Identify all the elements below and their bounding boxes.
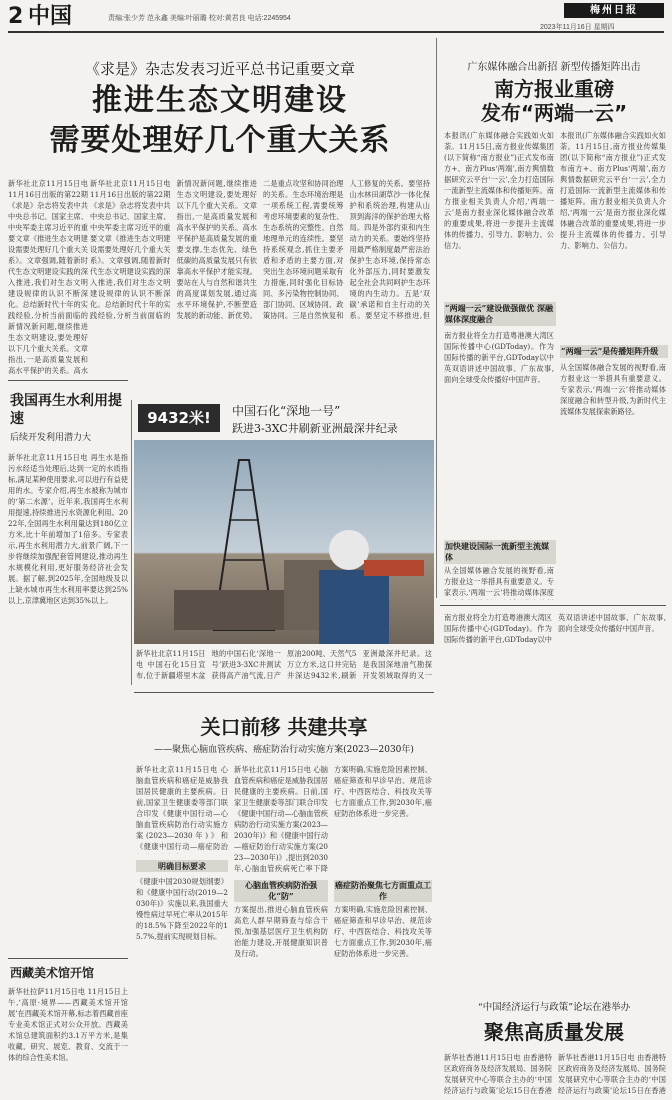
health-body-cont: 新华社北京11月15日电 心脑血管疾病和癌症是威胁我国居民健康的主要疾病。日前,国家卫生健康委等部门联合印发《健康中国行动—心脑血管疾病防治行动实施方案(2023—2030年)》和《健康中国行动—癌症防治行动实施方案(2023—2030年)》,提出到2030年,心脑血管疾病死亡率下降	[234, 765, 328, 873]
guangdong-tail-text: 南方报业将全力打造粤港澳大湾区国际传播中心(GDToday)。作为国际传播的新平台,GDToday以中英双语讲述中国故事、广东故事,面向全球受众传播好中国声音。	[444, 613, 666, 644]
health-subhead-1: 明确目标要求	[136, 860, 228, 872]
guangdong-subhead-3: “两端一云”是传播矩阵升级	[560, 345, 668, 358]
health-subhead-2: 心脑血管疾病防治强化“防”	[234, 880, 328, 902]
health-subtitle: ——聚焦心脑血管疾病、癌症防治行动实施方案(2023—2030年)	[154, 745, 414, 755]
health-body3: 方案提出,推进心脑血管疾病高危人群早期筛查与综合干预,加强基层医疗卫生机构防治能力建设,开展健康知识普及行动。	[234, 905, 328, 958]
guangdong-kicker: 广东媒体融合出新招 新型传播矩阵出击	[467, 62, 641, 73]
lead-headline-1: 推进生态文明建设	[92, 83, 348, 118]
photo-badge: 9432米!	[138, 404, 220, 432]
forum-divider	[440, 605, 666, 606]
forum-body-col2	[558, 1052, 666, 1096]
health-col2	[234, 764, 328, 874]
lead-body-col1	[8, 178, 88, 374]
guangdong-body-col1	[444, 130, 554, 300]
guangdong-body3-col1	[444, 565, 554, 600]
header-rule	[8, 31, 664, 33]
guangdong-body2-col1	[444, 330, 554, 530]
health-col2b	[234, 904, 328, 1091]
guangdong-body2-col2	[560, 362, 666, 572]
health-headline: 关口前移 共建共享	[200, 715, 368, 739]
editors-line: 责编:张少芳 范永鑫 美编:叶丽璐 校对:黄君良 电话:2245954	[108, 15, 291, 22]
health-col3	[334, 764, 432, 874]
photo-caption-text: 新华社北京11月15日电 中国石化15日宣布,位于新疆塔里木盆地的中国石化‘深地一号’跃进3-3XC井测试获得高产油气流,日产原油200吨、天然气5万立方米,这口井完钻井深达9432米,刷新亚洲最深井纪录。这是我国深地油气勘探开发领域取得的又一	[136, 649, 432, 680]
guangdong-subhead-1: “两端一云”建设做强做优 深融媒体深度融合	[444, 302, 556, 326]
guangdong-body-cont: 本报讯(广东媒体融合实践如火如荼。11月15日,南方报业传媒集团(以下简称“南方报业”)正式发布南方+、南方Plus‘两端’,南方舆情数据研究云平台‘一云’,全力打造国际一流新型主流媒体和传播矩阵。南方报业相关负责人介绍,‘两端一云’是南方报业深化媒体融合改革的重要成果,将进一步提升主流媒体的传播力、引导力、影响力、公信力。	[560, 131, 666, 250]
health-body2: 《健康中国2030规划纲要》和《健康中国行动(2019—2030年)》实施以来,我国重大慢性病过早死亡率从2015年的18.5%下降至2022年的15.7%,提前实现规划目标。	[136, 877, 228, 941]
guangdong-body2: 南方报业将全力打造粤港澳大湾区国际传播中心(GDToday)。作为国际传播的新平台,GDToday以中英双语讲述中国故事、广东故事,面向全球受众传播好中国声音。	[444, 331, 554, 384]
health-col1b	[136, 876, 228, 1091]
lead-body-col2	[90, 178, 430, 328]
masthead-logo: 梅州日报	[564, 3, 664, 18]
forum-headline: 聚焦高质量发展	[484, 1020, 624, 1044]
guangdong-subhead-2: 加快建设国际一流新型主流媒体	[444, 540, 556, 564]
guangdong-headline-1: 南方报业重磅	[494, 77, 614, 101]
publication-date: 2023年11月16日 星期四	[540, 24, 615, 31]
side-headline: 我国再生水利用提速	[10, 393, 122, 427]
forum-kicker: “中国经济运行与政策”论坛在港举办	[477, 1002, 631, 1013]
health-body4-top: 方案明确,实施危险因素控制、癌症筛查和早诊早治、规范诊疗、中西医结合、科技攻关等七方面重点工作,到2030年,癌症防治体系进一步完善。	[334, 765, 432, 818]
lead-body-cont: 新华社北京11月15日电 11月16日出版的第22期《求是》杂志将发表中共中央总书记、国家主席、中央军委主席习近平的重要文章《推进生态文明建设需要处理好几个重大关系》。文章强调,随着新时代生态文明建设实践的深入推进,我们对生态文明建设规律的认识不断深化。总结新时代十年的实践经验,分析当前面临的新情况新问题,继续推进生态文明建设,要处理好以下几个重大关系。文章指出,一是高质量发展和高水平保护的关系。高水平保护是高质量发展的重要支撑,生态优先、绿色低碳的高质量发展只有依靠高水平保护才能实现。要站在人与自然和谐共生的高度谋划发展,通过高水平环境保护,不断塑造发展的新动能、新优势。二是重点攻坚和协同治理的关系。生态环境治理是一项系统工程,需要统筹考虑环境要素的复杂性、生态系统的完整性、自然地理单元的连续性。要坚持系统观念,抓住主要矛盾和矛盾的主要方面,对突出生态环境问题采取有力措施,同时强化目标协同、多污染物控制协同、部门协同、区域协同、政策协同。三是自然恢复和人工修复的关系。要坚持山水林田湖草沙一体化保护和系统治理,构建从山顶到海洋的保护治理大格局。四是外部约束和内生动力的关系。要始终坚持用最严格制度最严密法治保护生态环境,保持常态化外部压力,同时要激发起全社会共同呵护生态环境的内生动力。五是‘双碳’承诺和自主行动的关系。要坚定不移推进,但	[90, 179, 430, 320]
xizang-body	[8, 986, 128, 1091]
lead-body: 新华社北京11月15日电 11月16日出版的第22期《求是》杂志将发表中共中央总书记、国家主席、中央军委主席习近平的重要文章《推进生态文明建设需要处理好几个重大关系》。文章强调,随着新时代生态文明建设实践的深入推进,我们对生态文明建设规律的认识不断深化。总结新时代十年的实践经验,分析当前面临的新情况新问题,继续推进生态文明建设,要处理好以下几个重大关系。文章指出,一是高质量发展和高水平保护的关系。高水	[8, 179, 88, 374]
xizang-headline: 西藏美术馆开馆	[10, 966, 95, 980]
section-title: 中国	[28, 4, 73, 29]
forum-body-cont: 新华社香港11月15日电 由香港特区政府商务及经济发展局、国务院发展研究中心等联合主办的‘中国经济运行与政策’论坛15日在香港	[558, 1053, 666, 1095]
drilling-rig-photo	[134, 440, 434, 644]
health-body4: 方案明确,实施危险因素控制、癌症筛查和早诊早治、规范诊疗、中西医结合、科技攻关等七方面重点工作,到2030年,癌症防治体系进一步完善。	[334, 905, 432, 958]
health-body: 新华社北京11月15日电 心脑血管疾病和癌症是威胁我国居民健康的主要疾病。日前,国家卫生健康委等部门联合印发《健康中国行动—心脑血管疾病防治行动实施方案(2023—2030年)》和《健康中国行动—癌症防治	[136, 765, 228, 851]
photo-title: 中国石化“深地一号”	[232, 404, 341, 418]
side-body	[8, 452, 128, 952]
guangdong-body: 本报讯(广东媒体融合实践如火如荼。11月15日,南方报业传媒集团(以下简称“南方报业”)正式发布南方+、南方Plus‘两端’,南方舆情数据研究云平台‘一云’,全力打造国际一流新型主流媒体和传播矩阵。南方报业相关负责人介绍,‘两端一云’是南方报业深化媒体融合改革的重要成果,将进一步提升主流媒体的传播力、引导力、影响力、公信力。	[444, 131, 554, 250]
photo-divider	[131, 400, 132, 685]
side-subhead: 后续开发利用潜力大	[10, 433, 92, 443]
xizang-divider	[8, 958, 128, 959]
lead-headline-2: 需要处理好几个重大关系	[49, 123, 391, 158]
forum-body: 新华社香港11月15日电 由香港特区政府商务及经济发展局、国务院发展研究中心等联合主办的‘中国经济运行与政策’论坛15日在香港	[444, 1053, 552, 1095]
health-col3b	[334, 904, 432, 1091]
guangdong-body3-right: 从全国媒体融合发展的视野看,南方报业这一举措具有重要意义。专家表示,‘两端一云’将推动媒体深度融合和转型升级,为新时代主流媒体发展探索新路径。	[560, 363, 666, 416]
photo-subtitle: 跃进3-3XC井刷新亚洲最深井纪录	[232, 422, 398, 435]
health-subhead-3: 癌症防治聚焦七方面重点工作	[335, 880, 431, 901]
column-divider	[436, 38, 437, 598]
guangdong-body3: 从全国媒体融合发展的视野看,南方报业这一举措具有重要意义。专家表示,‘两端一云’将推动媒体深度	[444, 566, 554, 597]
guangdong-tail	[444, 612, 666, 992]
left-divider	[8, 380, 128, 381]
photo-caption	[136, 648, 432, 688]
forum-body-col1	[444, 1052, 552, 1096]
page-number: 2	[8, 4, 24, 29]
health-col1	[136, 764, 228, 854]
xizang-article-body: 新华社拉萨11月15日电 11月15日上午,‘高原·境界——西藏美术馆开馆展’在西藏美术馆开幕,标志着西藏首座专业美术馆正式对公众开放。西藏美术馆总建筑面积约3.1万平方米,是集收藏、研究、展览、教育、交流于一体的综合性美术馆。	[8, 987, 128, 1062]
guangdong-body-col2	[560, 130, 666, 340]
photo-illustration	[134, 440, 434, 644]
health-divider	[134, 692, 434, 693]
side-article-body: 新华社北京11月15日电 再生水是指污水经适当处理后,达到一定的水质指标,满足某种使用要求,可以进行有益使用的水。专家介绍,再生水被称为城市的‘第二水源’。近年来,我国再生水利用提速,持续推进污水资源化利用。2022年,全国再生水利用量达到180亿立方米,比十年前增加了1倍多。专家表示,再生水利用潜力大,前景广阔,下一步将继续加强配套管网建设,推动再生水规模化利用,更好服务经济社会发展。据了解,到2025年,全国地级及以上缺水城市再生水利用率要达到25%以上,京津冀地区达到35%以上。	[8, 453, 128, 605]
guangdong-headline-2: 发布“两端一云”	[480, 101, 628, 125]
lead-kicker: 《求是》杂志发表习近平总书记重要文章	[84, 60, 355, 78]
